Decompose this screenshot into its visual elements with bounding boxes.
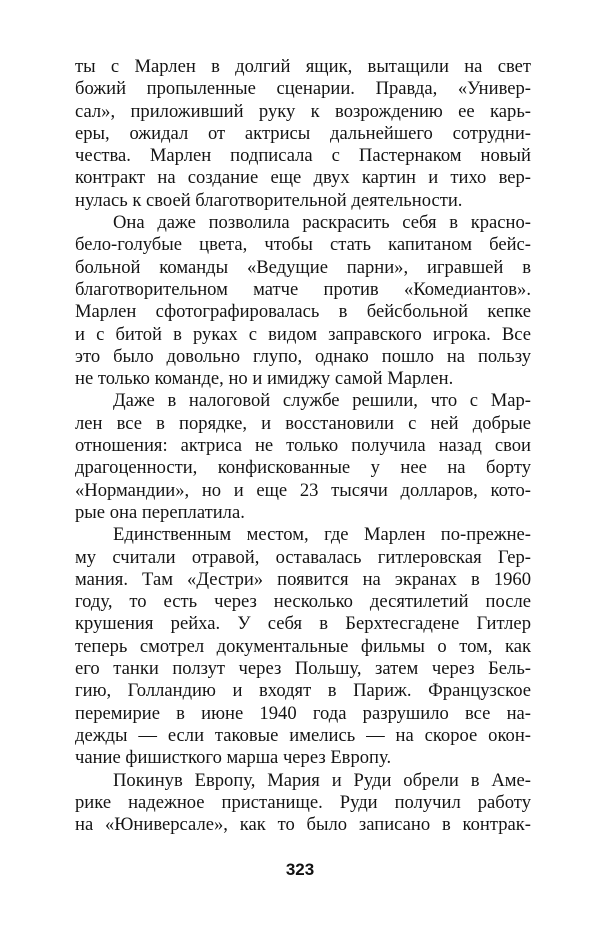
text-line: Марлен сфотографировалась в бейсбольной кепке (75, 301, 531, 323)
text-line: году, то есть через несколько десятилетий после (75, 591, 531, 613)
text-line: больной команды «Ведущие парни», игравшей в (75, 256, 531, 278)
text-line: драгоценности, конфискованные у нее на борту (75, 457, 531, 479)
text-line: нулась к своей благотворительной деятельности. (75, 189, 463, 211)
text-line: Единственным местом, где Марлен по-прежне- (113, 524, 531, 546)
text-line: дежды — если таковые имелись — на скорое окон- (75, 724, 531, 746)
text-line: на «Юниверсале», как то было записано в контрак- (75, 814, 531, 836)
text-line: Она даже позволила раскрасить себя в красно- (113, 212, 531, 234)
text-line: и с битой в руках с видом заправского игрока. Все (75, 323, 531, 345)
text-line: гию, Голландию и входят в Париж. Французское (75, 680, 531, 702)
text-line: «Нормандии», но и еще 23 тысячи долларов, кото- (75, 479, 531, 501)
text-line: перемирие в июне 1940 года разрушило все на- (75, 702, 531, 724)
paragraph (75, 390, 531, 524)
text-line: чества. Марлен подписала с Пастернаком новый (75, 145, 531, 167)
text-line: Покинув Европу, Мария и Руди обрели в Аме- (113, 769, 531, 791)
paragraph (75, 56, 531, 212)
text-line: Даже в налоговой службе решили, что с Мар- (113, 390, 531, 412)
page-number: 323 (285, 860, 315, 879)
text-line: рике надежное пристанище. Руди получил работу (75, 791, 531, 813)
text-line: сал», приложивший руку к возрождению ее карь- (75, 100, 531, 122)
text-line: ты с Марлен в долгий ящик, вытащили на свет (75, 56, 531, 77)
paragraph (75, 770, 531, 837)
text-line: му считали отравой, оставалась гитлеровская Гер- (75, 546, 531, 568)
text-line: чание фишисткого марша через Европу. (75, 747, 392, 769)
text-line: бело-голубые цвета, чтобы стать капитаном бейс- (75, 234, 531, 256)
text-line: не только команде, но и имиджу самой Марлен. (75, 368, 454, 390)
text-line: еры, ожидал от актрисы дальнейшего сотрудни- (75, 122, 531, 144)
text-line: теперь смотрел документальные фильмы о том, как (75, 635, 531, 657)
text-line: божий пропыленные сценарии. Правда, «Универ- (75, 78, 531, 100)
body-text (75, 56, 531, 836)
text-line: крушения рейха. У себя в Берхтесгадене Гитлер (75, 613, 531, 635)
text-line: лен все в порядке, и восстановили с ней добрые (75, 412, 531, 434)
paragraph (75, 524, 531, 769)
text-line: мания. Там «Дестри» появится на экранах в 1960 (75, 568, 531, 590)
paragraph (75, 212, 531, 390)
text-line: его танки ползут через Польшу, затем через Бель- (75, 658, 531, 680)
text-line: отношения: актриса не только получила назад свои (75, 435, 531, 457)
text-line: благотворительном матче против «Комедиантов». (75, 278, 531, 300)
text-line: рые она переплатила. (75, 501, 245, 523)
text-line: контракт на создание еще двух картин и тихо вер- (75, 167, 531, 189)
text-line: это было довольно глупо, однако пошло на пользу (75, 345, 531, 367)
